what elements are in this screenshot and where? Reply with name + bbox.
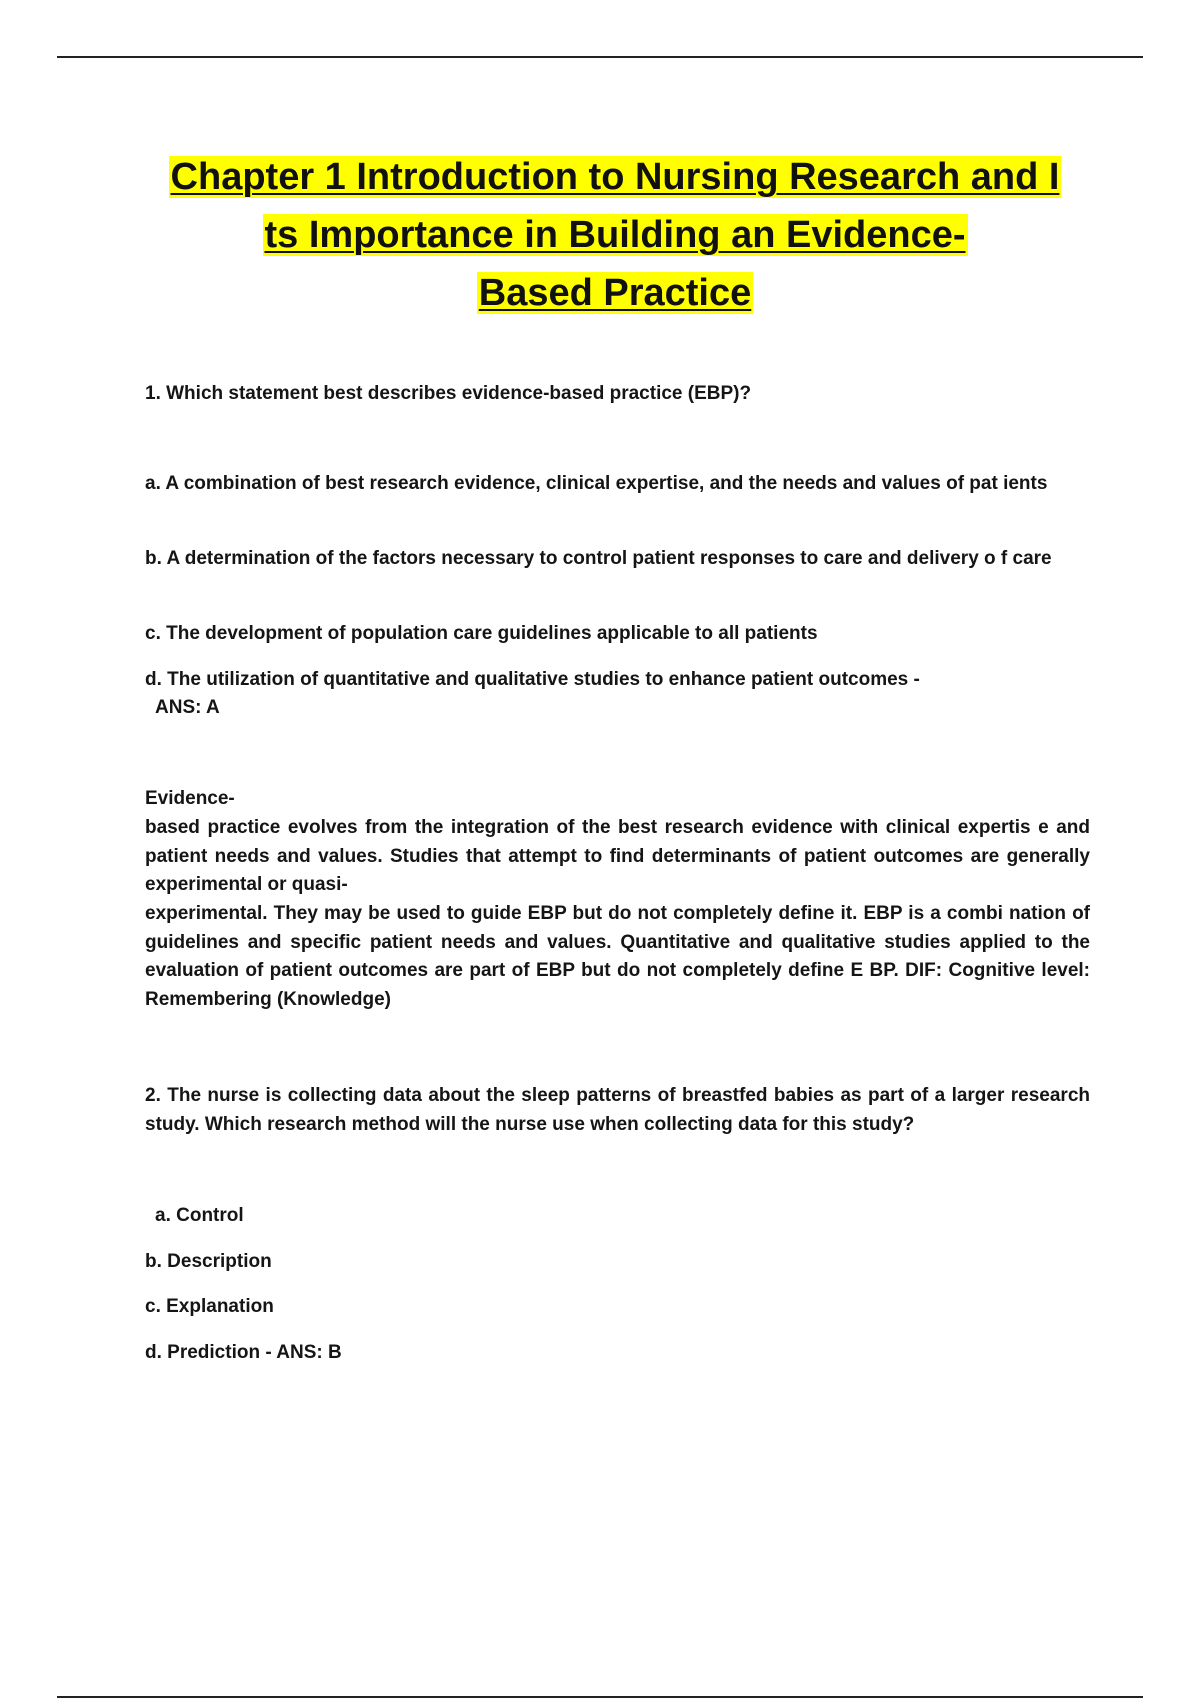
q2-option-a: a. Control xyxy=(155,1205,244,1226)
question-2: 2. The nurse is collecting data about the sleep patterns of breastfed babies as part of a larger research study. Which research method will the nurse use when collecting data for this study? xyxy=(145,1085,1090,1135)
page-title xyxy=(140,148,1090,322)
q1-option-b: b. A determination of the factors necessary to control patient responses to care and delivery o f care xyxy=(145,548,1052,569)
q1-option-d: d. The utilization of quantitative and qualitative studies to enhance patient outcomes - xyxy=(145,669,920,690)
title-line-3: Based Practice xyxy=(478,272,752,314)
bottom-rule xyxy=(57,1696,1143,1698)
top-rule xyxy=(57,56,1143,58)
title-line-2: ts Importance in Building an Evidence- xyxy=(264,214,966,256)
q1-rationale-part-3: experimental. They may be used to guide EBP but do not completely define it. EBP is a combi nation of guidelines and specific patient needs and values. Quantitative and qualitative studies applied to the evaluation of patient outcomes are part of EBP but do not completely define E BP. DIF: Cognitive level: Remembering (Knowledge) xyxy=(145,903,1090,1010)
q1-answer: ANS: A xyxy=(155,697,220,718)
question-1: 1. Which statement best describes evidence-based practice (EBP)? xyxy=(145,383,752,404)
q1-option-a: a. A combination of best research evidence, clinical expertise, and the needs and values of pat ients xyxy=(145,473,1048,494)
q1-option-c: c. The development of population care guidelines applicable to all patients xyxy=(145,623,818,644)
title-line-1: Chapter 1 Introduction to Nursing Research and I xyxy=(170,156,1060,198)
q2-option-b: b. Description xyxy=(145,1251,272,1272)
q2-option-d: d. Prediction - ANS: B xyxy=(145,1342,342,1363)
q1-rationale-part-2: based practice evolves from the integration of the best research evidence with clinical expertis e and patient needs and values. Studies that attempt to find determinants of patient outcomes are generally experimental or quasi- xyxy=(145,817,1090,895)
q2-option-c: c. Explanation xyxy=(145,1296,274,1317)
q1-rationale-part-1: Evidence- xyxy=(145,788,235,809)
